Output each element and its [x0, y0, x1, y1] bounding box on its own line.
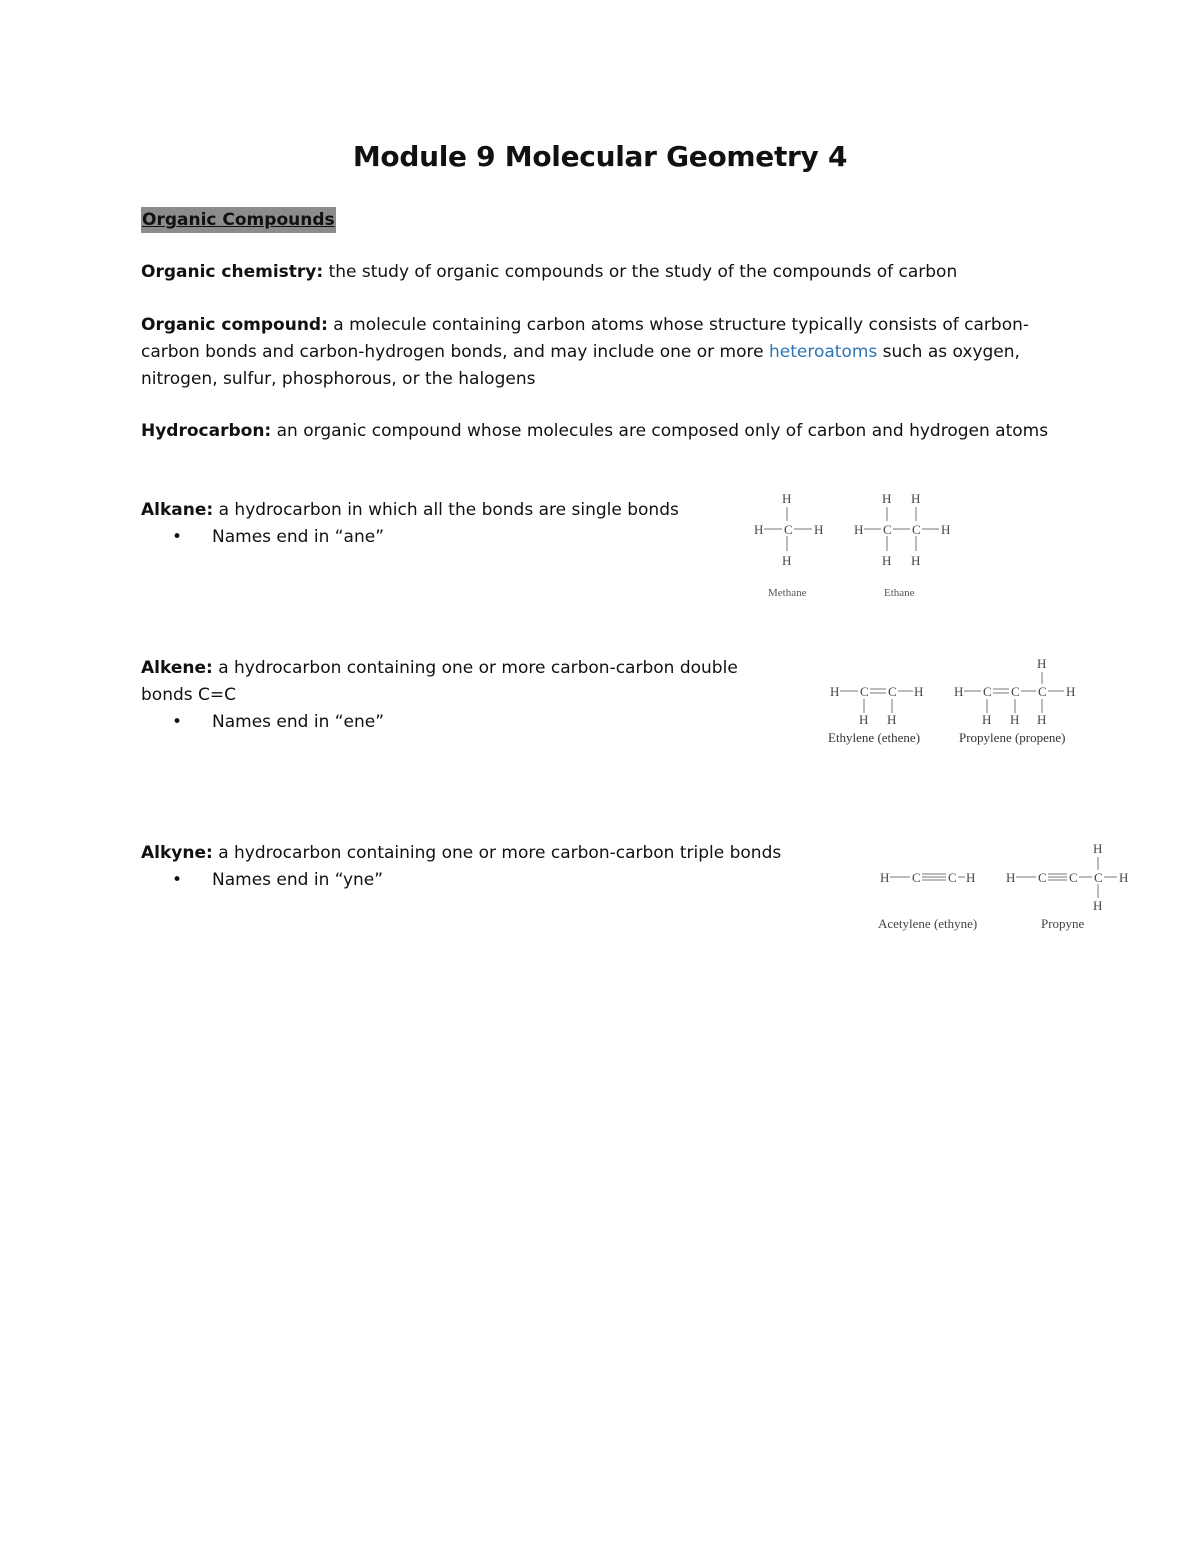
atom-label: C [1038, 870, 1047, 885]
atom-label: H [941, 522, 951, 537]
bullet-icon: • [172, 870, 183, 890]
term: Organic chemistry: [141, 262, 324, 282]
atom-label: C [983, 684, 992, 699]
bullet-item [172, 524, 384, 551]
atom-label: H [1066, 684, 1076, 699]
section-heading: Organic Compounds [141, 207, 336, 233]
caption-propylene: Propylene (propene) [959, 730, 1066, 745]
caption-acetylene: Acetylene (ethyne) [878, 916, 978, 931]
alkene-structures-svg [824, 654, 1084, 754]
atom-label: C [883, 522, 892, 537]
atom-label: C [948, 870, 957, 885]
atom-label: H [1037, 656, 1047, 671]
atom-label: C [860, 684, 869, 699]
atom-label: H [1006, 870, 1016, 885]
definition-alkyne [141, 840, 781, 867]
definition-text: a molecule containing carbon atoms whose structure typically consists of carbon- [327, 315, 1029, 335]
atom-label: H [911, 491, 921, 506]
definition-text: a hydrocarbon in which all the bonds are single bonds [213, 500, 679, 520]
atom-label: C [1069, 870, 1078, 885]
term: Alkene: [141, 658, 213, 678]
definition-organic-compound [141, 312, 1029, 393]
definition-alkene [141, 655, 738, 709]
atom-label: C [1011, 684, 1020, 699]
term: Alkane: [141, 500, 214, 520]
atom-label: H [782, 553, 792, 568]
definition-text: bonds C=C [141, 685, 237, 705]
atom-label: H [782, 491, 792, 506]
caption-methane: Methane [768, 587, 807, 599]
atom-label: H [1093, 898, 1103, 913]
atom-label: H [911, 553, 921, 568]
atom-label: H [982, 712, 992, 727]
atom-label: H [882, 491, 892, 506]
bullet-icon: • [172, 712, 183, 732]
definition-text: a hydrocarbon containing one or more carbon-carbon double [212, 658, 738, 678]
atom-label: C [784, 522, 793, 537]
atom-label: H [887, 712, 897, 727]
bullet-item [172, 709, 384, 736]
atom-label: H [854, 522, 864, 537]
bullet-icon: • [172, 527, 183, 547]
term: Hydrocarbon: [141, 421, 272, 441]
bullet-text: Names end in “yne” [212, 870, 384, 890]
bullet-text: Names end in “ene” [212, 712, 385, 732]
definition-text: carbon bonds and carbon-hydrogen bonds, and may include one or more [141, 342, 769, 362]
atom-label: H [754, 522, 764, 537]
atom-label: H [1037, 712, 1047, 727]
atom-label: H [830, 684, 840, 699]
atom-label: C [1094, 870, 1103, 885]
alkane-structures-figure [748, 488, 968, 613]
definition-organic-chemistry [141, 259, 957, 286]
alkane-structures-svg [748, 488, 968, 608]
term: Alkyne: [141, 843, 213, 863]
atom-label: H [954, 684, 964, 699]
atom-label: H [1119, 870, 1129, 885]
definition-text: the study of organic compounds or the study of the compounds of carbon [323, 262, 958, 282]
definition-text: a hydrocarbon containing one or more carbon-carbon triple bonds [212, 843, 782, 863]
caption-ethane: Ethane [884, 587, 915, 599]
alkyne-structures-svg [874, 838, 1144, 938]
atom-label: H [966, 870, 976, 885]
atom-label: C [912, 870, 921, 885]
definition-hydrocarbon [141, 418, 1048, 445]
term: Organic compound: [141, 315, 328, 335]
atom-label: H [882, 553, 892, 568]
alkyne-structures-figure [874, 838, 1144, 943]
atom-label: C [888, 684, 897, 699]
atom-label: C [1038, 684, 1047, 699]
atom-label: H [859, 712, 869, 727]
atom-label: H [880, 870, 890, 885]
atom-label: H [814, 522, 824, 537]
definition-text: nitrogen, sulfur, phosphorous, or the halogens [141, 369, 536, 389]
definition-text: an organic compound whose molecules are composed only of carbon and hydrogen atoms [271, 421, 1049, 441]
atom-label: H [914, 684, 924, 699]
caption-propyne: Propyne [1041, 916, 1085, 931]
caption-ethylene: Ethylene (ethene) [828, 730, 921, 745]
bullet-text: Names end in “ane” [212, 527, 385, 547]
heteroatoms-link[interactable]: heteroatoms [768, 342, 878, 362]
atom-label: H [1010, 712, 1020, 727]
definition-text: such as oxygen, [877, 342, 1020, 362]
definition-alkane [141, 497, 679, 524]
atom-label: C [912, 522, 921, 537]
bullet-item [172, 867, 383, 894]
alkene-structures-figure [824, 654, 1084, 759]
atom-label: H [1093, 841, 1103, 856]
page-title: Module 9 Molecular Geometry 4 [352, 140, 848, 173]
